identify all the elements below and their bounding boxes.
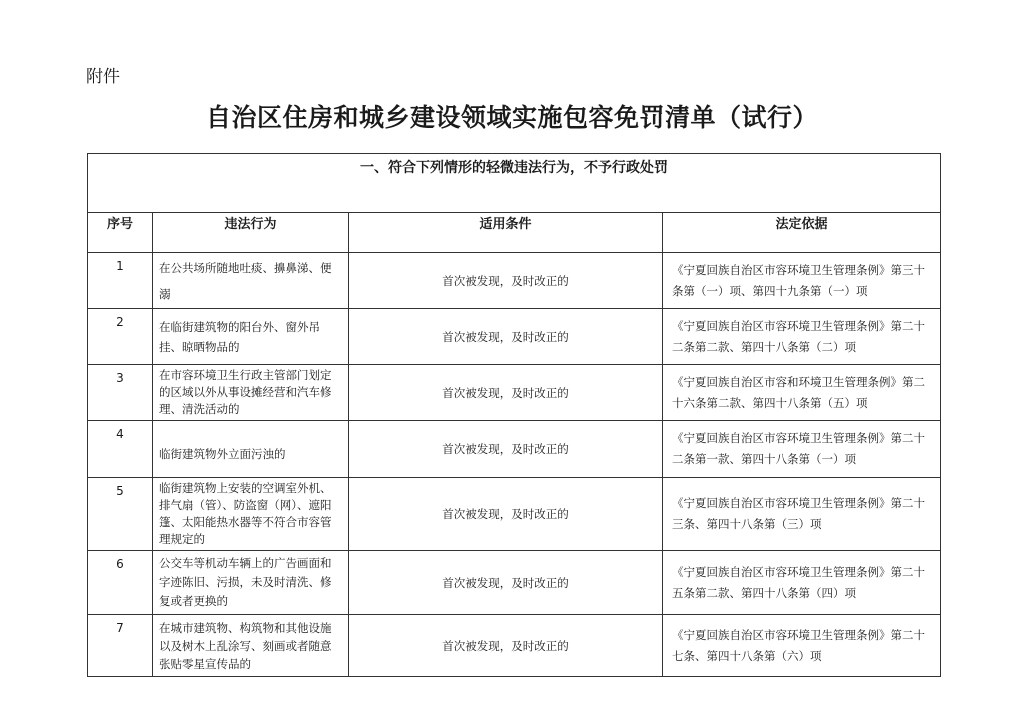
column-header-basis: 法定依据 [663, 213, 941, 253]
row-condition: 首次被发现，及时改正的 [349, 615, 663, 677]
table-row [88, 365, 941, 421]
table-row [88, 253, 941, 309]
row-condition: 首次被发现，及时改正的 [349, 421, 663, 478]
row-index: 3 [88, 365, 153, 421]
row-basis: 《宁夏回族自治区市容环境卫生管理条例》第三十条第（一）项、第四十九条第（一）项 [663, 253, 941, 309]
header-row [88, 213, 941, 253]
row-condition: 首次被发现，及时改正的 [349, 365, 663, 421]
section-heading: 一、符合下列情形的轻微违法行为，不予行政处罚 [88, 154, 941, 213]
row-violation: 公交车等机动车辆上的广告画面和字迹陈旧、污损，未及时清洗、修复或者更换的 [153, 551, 349, 615]
table-row [88, 421, 941, 478]
row-violation: 在城市建筑物、构筑物和其他设施以及树木上乱涂写、刻画或者随意张贴零星宣传品的 [153, 615, 349, 677]
row-violation: 在市容环境卫生行政主管部门划定的区域以外从事设摊经营和汽车修理、清洗活动的 [153, 365, 349, 421]
row-violation: 临街建筑物外立面污浊的 [153, 421, 349, 478]
column-header-index: 序号 [88, 213, 153, 253]
row-basis: 《宁夏回族自治区市容环境卫生管理条例》第二十二条第二款、第四十八条第（二）项 [663, 309, 941, 365]
row-basis: 《宁夏回族自治区市容环境卫生管理条例》第二十三条、第四十八条第（三）项 [663, 478, 941, 551]
row-violation: 在临街建筑物的阳台外、窗外吊挂、晾晒物品的 [153, 309, 349, 365]
row-index: 6 [88, 551, 153, 615]
table-row [88, 478, 941, 551]
table-row [88, 551, 941, 615]
table-row [88, 309, 941, 365]
section-row [88, 154, 941, 213]
row-condition: 首次被发现，及时改正的 [349, 551, 663, 615]
row-basis: 《宁夏回族自治区市容和环境卫生管理条例》第二十六条第二款、第四十八条第（五）项 [663, 365, 941, 421]
column-header-condition: 适用条件 [349, 213, 663, 253]
row-condition: 首次被发现，及时改正的 [349, 309, 663, 365]
row-index: 1 [88, 253, 153, 309]
table-row [88, 615, 941, 677]
row-condition: 首次被发现，及时改正的 [349, 253, 663, 309]
row-index: 4 [88, 421, 153, 478]
row-violation: 临街建筑物上安装的空调室外机、排气扇（管）、防盗窗（网）、遮阳篷、太阳能热水器等不符合市容管理规定的 [153, 478, 349, 551]
row-condition: 首次被发现，及时改正的 [349, 478, 663, 551]
row-index: 7 [88, 615, 153, 677]
exemption-list-table [87, 153, 941, 677]
row-index: 5 [88, 478, 153, 551]
row-violation: 在公共场所随地吐痰、擤鼻涕、便溺 [153, 253, 349, 309]
document-title: 自治区住房和城乡建设领域实施包容免罚清单（试行） [205, 103, 818, 132]
column-header-violation: 违法行为 [153, 213, 349, 253]
row-basis: 《宁夏回族自治区市容环境卫生管理条例》第二十二条第一款、第四十八条第（一）项 [663, 421, 941, 478]
row-basis: 《宁夏回族自治区市容环境卫生管理条例》第二十五条第二款、第四十八条第（四）项 [663, 551, 941, 615]
row-index: 2 [88, 309, 153, 365]
attachment-label: 附件 [86, 67, 120, 87]
row-basis: 《宁夏回族自治区市容环境卫生管理条例》第二十七条、第四十八条第（六）项 [663, 615, 941, 677]
